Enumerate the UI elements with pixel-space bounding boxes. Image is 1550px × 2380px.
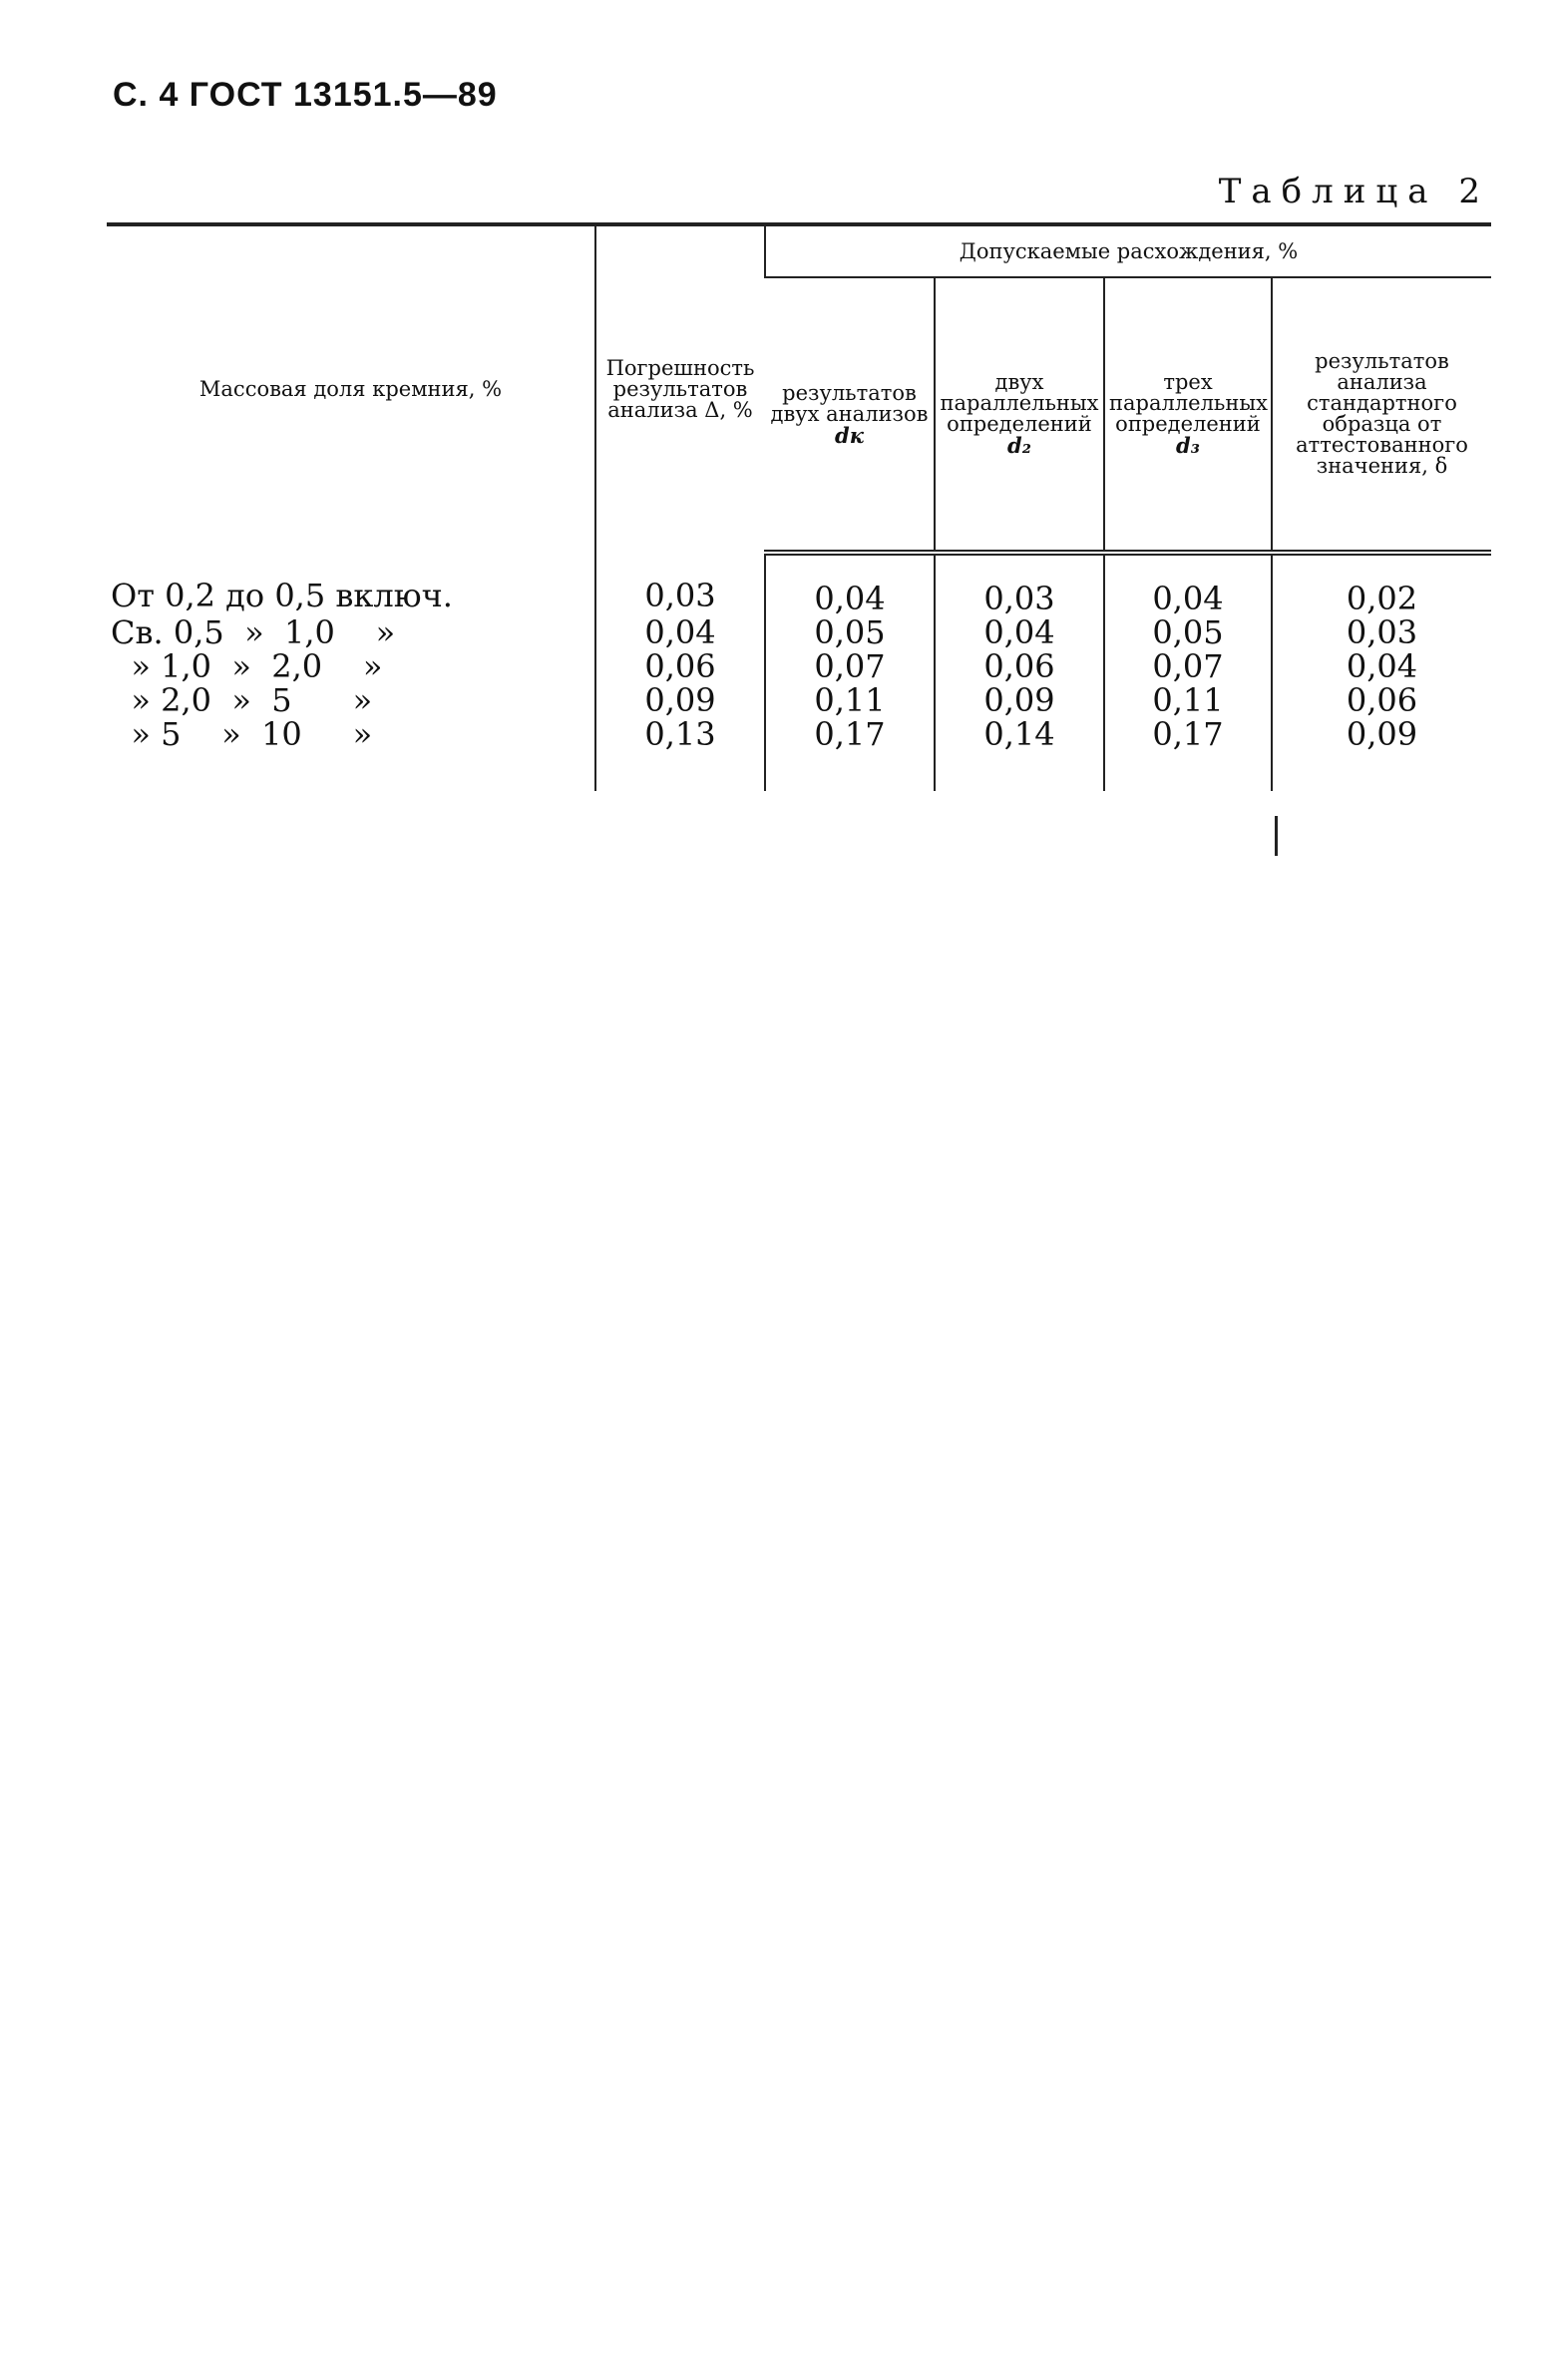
column-rule-extension: [1275, 816, 1278, 856]
padding-cell: [1272, 751, 1491, 791]
cell-delta: 0,06: [595, 649, 765, 683]
cell-dk: 0,11: [765, 683, 935, 717]
cell-dk: 0,07: [765, 649, 935, 683]
cell-mass: От 0,2 до 0,5 включ.: [111, 577, 453, 614]
cell-mass: » 5 » 10 »: [111, 715, 373, 753]
table-padding-row: [107, 751, 1491, 791]
cell-delta: 0,13: [595, 717, 765, 751]
cell-d3: 0,17: [1104, 717, 1272, 751]
padding-cell: [935, 751, 1104, 791]
cell-d3: 0,07: [1104, 649, 1272, 683]
padding-cell: [595, 751, 765, 791]
column-header-dk-text: результатов двух анализов: [770, 380, 929, 426]
data-table: [107, 222, 1491, 791]
padding-cell: [1104, 751, 1272, 791]
cell-d2: 0,14: [935, 717, 1104, 751]
column-header-d2-text: двух параллельных определений: [940, 370, 1099, 436]
cell-mass: Св. 0,5 » 1,0 »: [111, 613, 396, 651]
cell-d3: 0,04: [1104, 553, 1272, 615]
cell-dk: 0,17: [765, 717, 935, 751]
cell-d3: 0,05: [1104, 615, 1272, 649]
padding-cell: [765, 751, 935, 791]
column-header-delta-text: Погрешность результатов анализа Δ, %: [605, 356, 755, 422]
column-header-d3-symbol: d₃: [1176, 433, 1200, 458]
table-row: [107, 649, 1491, 683]
column-header-standard: результатов анализа стандартного образца от аттестованного значения, δ: [1272, 277, 1491, 553]
column-header-dk: [765, 277, 935, 553]
cell-mass: » 1,0 » 2,0 »: [111, 647, 383, 685]
cell-d2: 0,03: [935, 553, 1104, 615]
table-row: [107, 553, 1491, 615]
column-header-mass: Массовая доля кремния, %: [107, 224, 595, 553]
cell-d3: 0,11: [1104, 683, 1272, 717]
padding-cell: [107, 751, 595, 791]
page-header: С. 4 ГОСТ 13151.5—89: [113, 76, 498, 114]
cell-standard: 0,04: [1272, 649, 1491, 683]
column-header-dk-symbol: dк: [835, 422, 864, 448]
cell-d2: 0,04: [935, 615, 1104, 649]
cell-d2: 0,06: [935, 649, 1104, 683]
cell-standard: 0,09: [1272, 717, 1491, 751]
cell-standard: 0,02: [1272, 553, 1491, 615]
cell-d2: 0,09: [935, 683, 1104, 717]
column-header-d3-text: трех параллельных определений: [1109, 370, 1268, 436]
table-row: [107, 615, 1491, 649]
column-header-d2: [935, 277, 1104, 553]
cell-standard: 0,06: [1272, 683, 1491, 717]
cell-delta: 0,09: [595, 683, 765, 717]
column-header-d2-symbol: d₂: [1007, 433, 1031, 458]
cell-dk: 0,04: [765, 553, 935, 615]
cell-mass: » 2,0 » 5 »: [111, 681, 373, 719]
cell-delta: 0,04: [595, 615, 765, 649]
table-row: [107, 683, 1491, 717]
column-group-header: Допускаемые расхождения, %: [765, 224, 1491, 277]
cell-dk: 0,05: [765, 615, 935, 649]
column-header-d3: [1104, 277, 1272, 553]
cell-standard: 0,03: [1272, 615, 1491, 649]
cell-delta: 0,03: [595, 553, 765, 615]
table-row: [107, 717, 1491, 751]
column-header-delta: [595, 224, 765, 553]
table-container: [107, 222, 1491, 791]
table-caption: Таблица 2: [1218, 172, 1490, 211]
table-header-row: [107, 224, 1491, 277]
